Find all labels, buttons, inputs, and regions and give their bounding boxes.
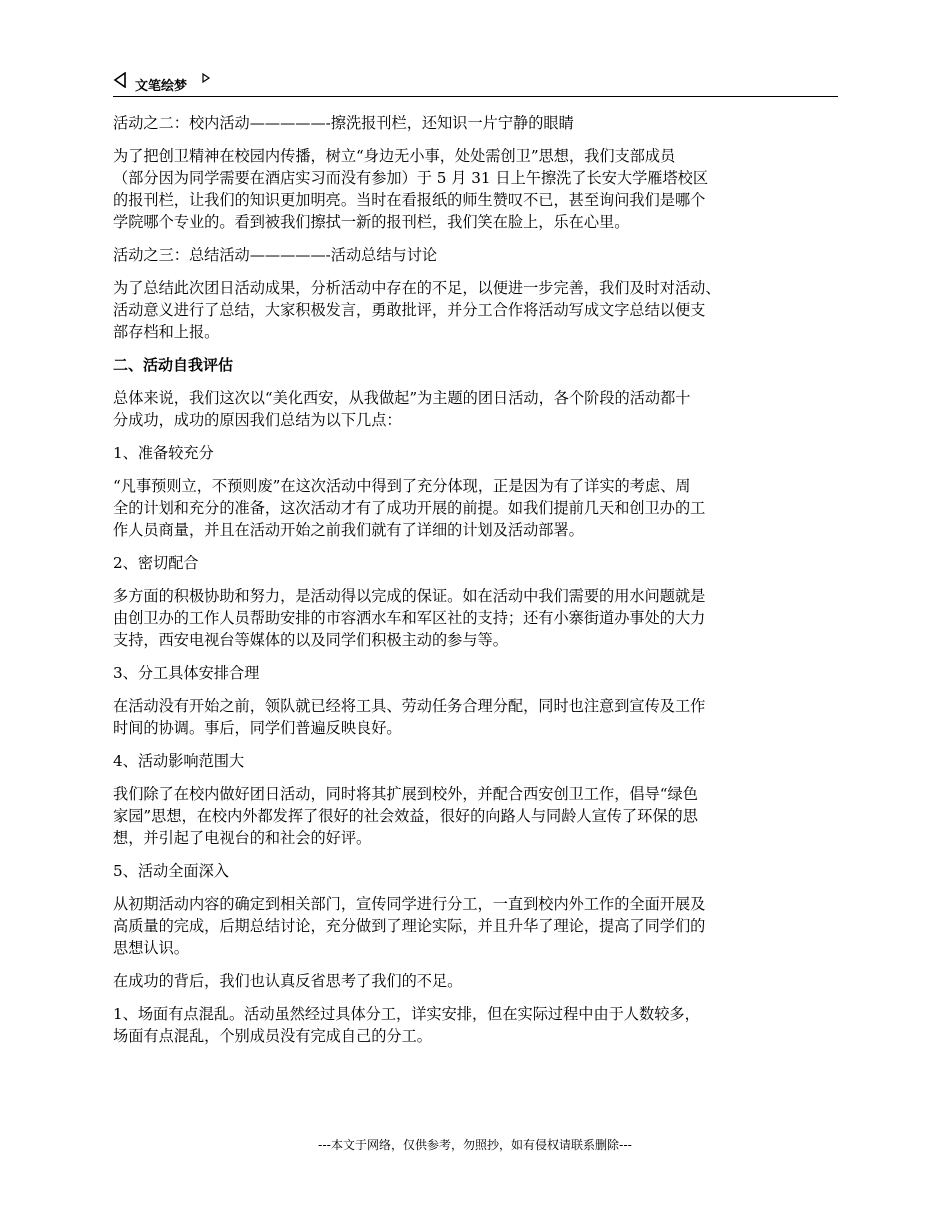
body-paragraph: 为了总结此次团日活动成果，分析活动中存在的不足，以便进一步完善，我们及时对活动、 活动意义进行了总结，大家积极发言，勇敢批评，并分工合作将活动写成文字总结以便支 部存档和上报。 [113,279,721,341]
body-paragraph: 在成功的背后，我们也认真反省思考了我们的不足。 [113,972,463,990]
section-heading: 二、活动自我评估 [113,356,234,374]
body-paragraph: 总体来说，我们这次以“美化西安，从我做起”为主题的团日活动，各个阶段的活动都十 分成功，成功的原因我们总结为以下几点： [113,389,691,429]
triangle-right-outline-icon [201,72,211,88]
page-header [113,70,838,97]
body-paragraph: 我们除了在校内做好团日活动，同时将其扩展到校外，并配合西安创卫工作，倡导“绿色 家园”思想，在校内外都发挥了很好的社会效益，很好的向路人与同龄人宣传了环保的思 想，并引起了电视台的和社会的好评。 [113,785,698,847]
body-paragraph: 从初期活动内容的确定到相关部门，宣传同学进行分工，一直到校内外工作的全面开展及 高质量的完成，后期总结讨论，充分做到了理论实际，并且升华了理论，提高了同学们的 思想认识。 [113,895,706,957]
body-paragraph: “凡事预则立，不预则废”在这次活动中得到了充分体现，正是因为有了详实的考虑、周 全的计划和充分的准备，这次活动才有了成功开展的前提。如我们提前几天和创卫办的工 作人员商量，并且在活动开始之前我们就有了详细的计划及活动部署。 [113,477,706,539]
body-paragraph: 为了把创卫精神在校园内传播，树立“身边无小事，处处需创卫”思想，我们支部成员 （部分因为同学需要在酒店实习而没有参加）于 5 月 31 日上午擦洗了长安大学雁塔校区 的报刊栏，让我们的知识更加明亮。当时在看报纸的师生赞叹不已，甚至询问我们是哪个 学院哪个专业的。看到被我们擦拭一新的报刊栏，我们笑在脸上，乐在心里。 [113,147,709,231]
body-paragraph: 在活动没有开始之前，领队就已经将工具、劳动任务合理分配，同时也注意到宣传及工作 时间的协调。事后，同学们普遍反映良好。 [113,697,706,737]
body-paragraph: 活动之三：总结活动—————-活动总结与讨论 [113,246,438,264]
triangle-left-outline-icon [113,72,127,92]
header-brand: 文笔绘梦 [135,79,188,94]
body-paragraph: 4、活动影响范围大 [113,752,245,770]
document-body [113,112,843,1058]
body-paragraph: 1、准备较充分 [113,444,214,462]
body-paragraph: 2、密切配合 [113,554,199,572]
body-paragraph: 3、分工具体安排合理 [113,664,260,682]
page-footer: ---本文于网络，仅供参考，勿照抄，如有侵权请联系删除--- [318,1138,632,1152]
body-paragraph: 多方面的积极协助和努力，是活动得以完成的保证。如在活动中我们需要的用水问题就是 由创卫办的工作人员帮助安排的市容洒水车和军区社的支持；还有小寨街道办事处的大力 支持，西安电视台等媒体的以及同学们积极主动的参与等。 [113,587,706,649]
body-paragraph: 1、场面有点混乱。活动虽然经过具体分工，详实安排，但在实际过程中由于人数较多， 场面有点混乱，个别成员没有完成自己的分工。 [113,1005,700,1045]
body-paragraph: 活动之二：校内活动—————-擦洗报刊栏，还知识一片宁静的眼睛 [113,114,574,132]
body-paragraph: 5、活动全面深入 [113,862,229,880]
